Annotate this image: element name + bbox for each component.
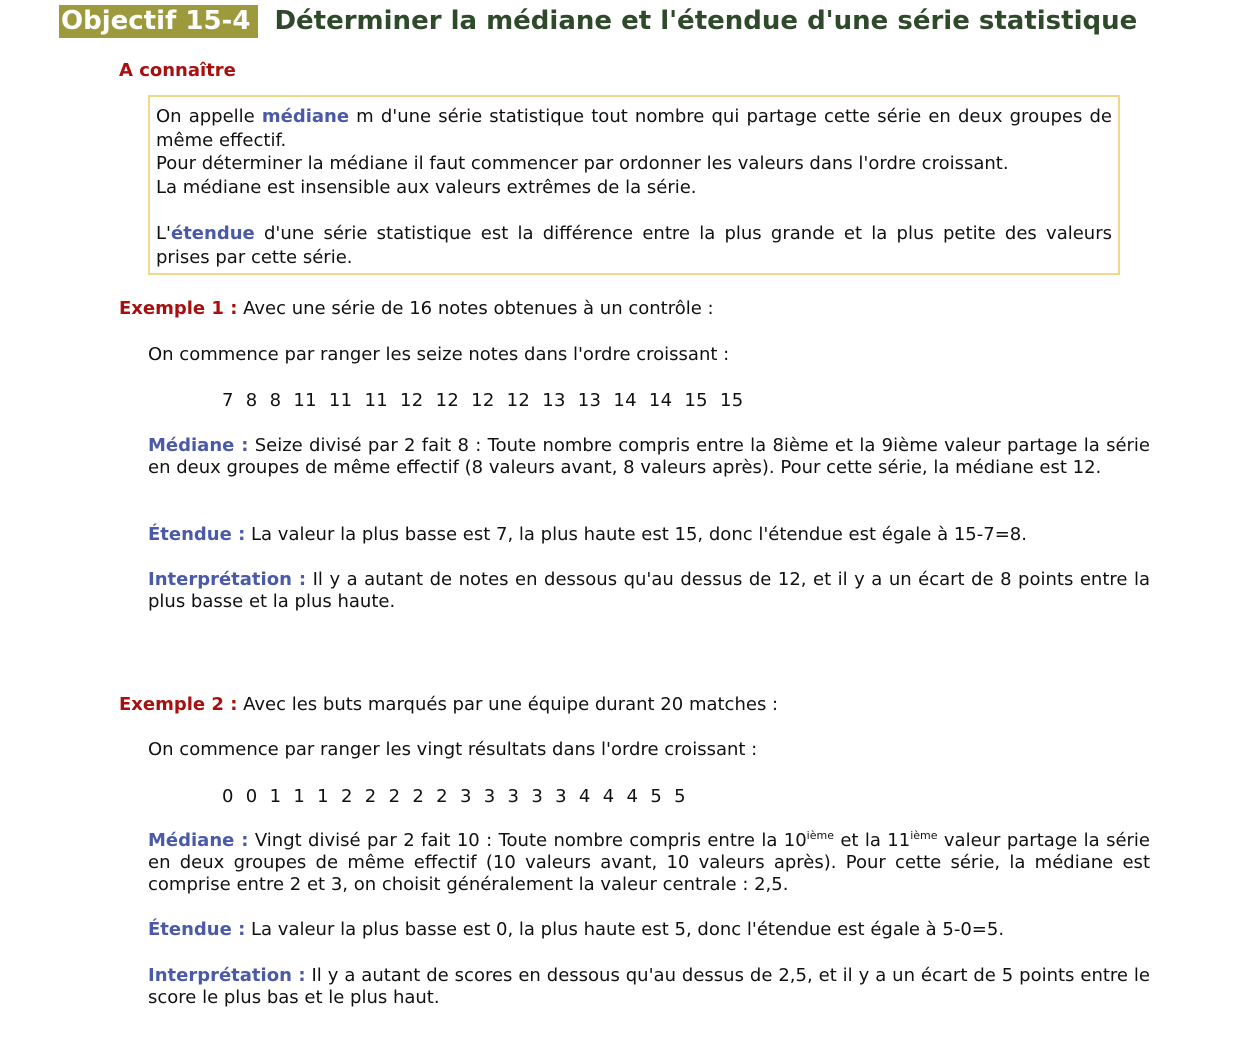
example1-title: Exemple 1 : Avec une série de 16 notes obtenues à un contrôle :: [119, 298, 714, 319]
definition-box: [148, 95, 1120, 275]
example2-title: Exemple 2 : Avec les buts marqués par une équipe durant 20 matches :: [119, 694, 779, 715]
keyword-etendue: étendue: [170, 223, 255, 244]
keyword-mediane: médiane: [261, 106, 350, 127]
page-title: Déterminer la médiane et l'étendue d'une série statistique: [274, 5, 1138, 36]
page-header: [59, 4, 1137, 38]
example1-range: Étendue : La valeur la plus basse est 7, la plus haute est 15, donc l'étendue est égale à 15-7=8.: [148, 524, 1027, 545]
objective-badge: Objectif 15-4: [59, 5, 258, 38]
example2-series: 0 0 1 1 1 2 2 2 2 2 3 3 3 3 3 4 4 4 5 5: [222, 786, 686, 807]
example1-order: On commence par ranger les seize notes dans l'ordre croissant :: [148, 344, 730, 365]
example2-interpretation: Interprétation : Il y a autant de scores en dessous qu'au dessus de 2,5, et il y a un écart de 5 points entre le score le plus bas et le plus haut.: [148, 965, 1150, 1008]
example2-order: On commence par ranger les vingt résultats dans l'ordre croissant :: [148, 739, 758, 760]
example1-interpretation: Interprétation : Il y a autant de notes en dessous qu'au dessus de 12, et il y a un écart de 8 points entre la plus basse et la plus haute.: [148, 569, 1150, 612]
definition-extremes: La médiane est insensible aux valeurs extrêmes de la série.: [156, 176, 697, 198]
example2-median: Médiane : Vingt divisé par 2 fait 10 : Toute nombre compris entre la 10ième et la 11ième valeur partage la série en deux groupes de même effectif (10 valeurs avant, 10 valeurs après). Pour cette série, la médiane est comprise entre 2 et 3, on choisit généralement la valeur centrale : 2,5.: [148, 829, 1150, 895]
example1-series: 7 8 8 11 11 11 12 12 12 12 13 13 14 14 15 15: [222, 390, 744, 411]
definition-ordering: Pour déterminer la médiane il faut commencer par ordonner les valeurs dans l'ordre croissant.: [156, 153, 1009, 174]
example2-range: Étendue : La valeur la plus basse est 0, la plus haute est 5, donc l'étendue est égale à 5-0=5.: [148, 919, 1005, 940]
example1-median: Médiane : Seize divisé par 2 fait 8 : Toute nombre compris entre la 8ième et la 9ième valeur partage la série en deux groupes de même effectif (8 valeurs avant, 8 valeurs après). Pour cette série, la médiane est 12.: [148, 435, 1150, 478]
section-heading: A connaître: [119, 60, 236, 81]
definition-median: On appelle médiane m d'une série statistique tout nombre qui partage cette série en deux groupes de même effectif.: [156, 106, 1112, 151]
definition-range: L'étendue d'une série statistique est la différence entre la plus grande et la plus petite des valeurs prises par cette série.: [156, 223, 1112, 268]
